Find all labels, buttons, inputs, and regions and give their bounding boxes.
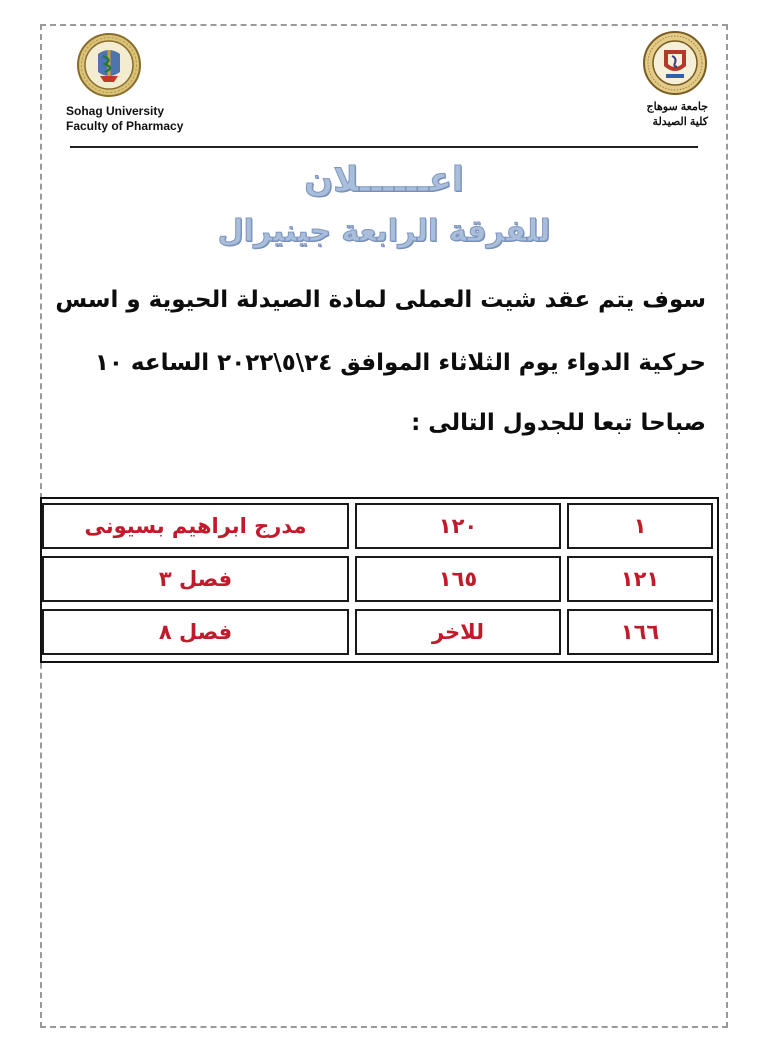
announcement-body-line-2: حركية الدواء يوم الثلاثاء الموافق ٢٤\٥\٢٠٢٢ الساعه ١٠ xyxy=(94,350,706,376)
schedule-table xyxy=(40,497,719,663)
table-row xyxy=(46,556,713,602)
range-from-cell: ١٦٦ xyxy=(567,609,713,655)
announcement-body-line-3: صباحا تبعا للجدول التالى : xyxy=(411,410,706,436)
range-to-cell: ١٦٥ xyxy=(355,556,561,602)
university-name-english xyxy=(66,104,183,134)
range-to-cell: ١٢٠ xyxy=(355,503,561,549)
university-name-line: Sohag University xyxy=(66,104,165,118)
announcement-subtitle: للفرقة الرابعة جينيرال xyxy=(217,214,551,249)
university-name-arabic xyxy=(647,100,708,130)
table-row xyxy=(46,503,713,549)
header-divider xyxy=(70,146,698,148)
faculty-of-pharmacy-logo xyxy=(76,32,142,98)
announcement-title: اعــــــلان xyxy=(304,160,464,200)
range-from-cell: ١ xyxy=(567,503,713,549)
range-to-cell: للاخر xyxy=(355,609,561,655)
university-name-line-arabic: جامعة سوهاج xyxy=(646,101,708,113)
sohag-university-logo xyxy=(642,30,708,96)
location-cell: مدرج ابراهيم بسيونى xyxy=(42,503,349,549)
location-cell: فصل ٣ xyxy=(42,556,349,602)
faculty-name-line: Faculty of Pharmacy xyxy=(66,119,184,133)
range-from-cell: ١٢١ xyxy=(567,556,713,602)
table-row xyxy=(46,609,713,655)
location-cell: فصل ٨ xyxy=(42,609,349,655)
faculty-name-line-arabic: كلية الصيدلة xyxy=(652,116,708,128)
announcement-body-line-1: سوف يتم عقد شيت العملى لمادة الصيدلة الحيوية و اسس xyxy=(55,287,706,313)
